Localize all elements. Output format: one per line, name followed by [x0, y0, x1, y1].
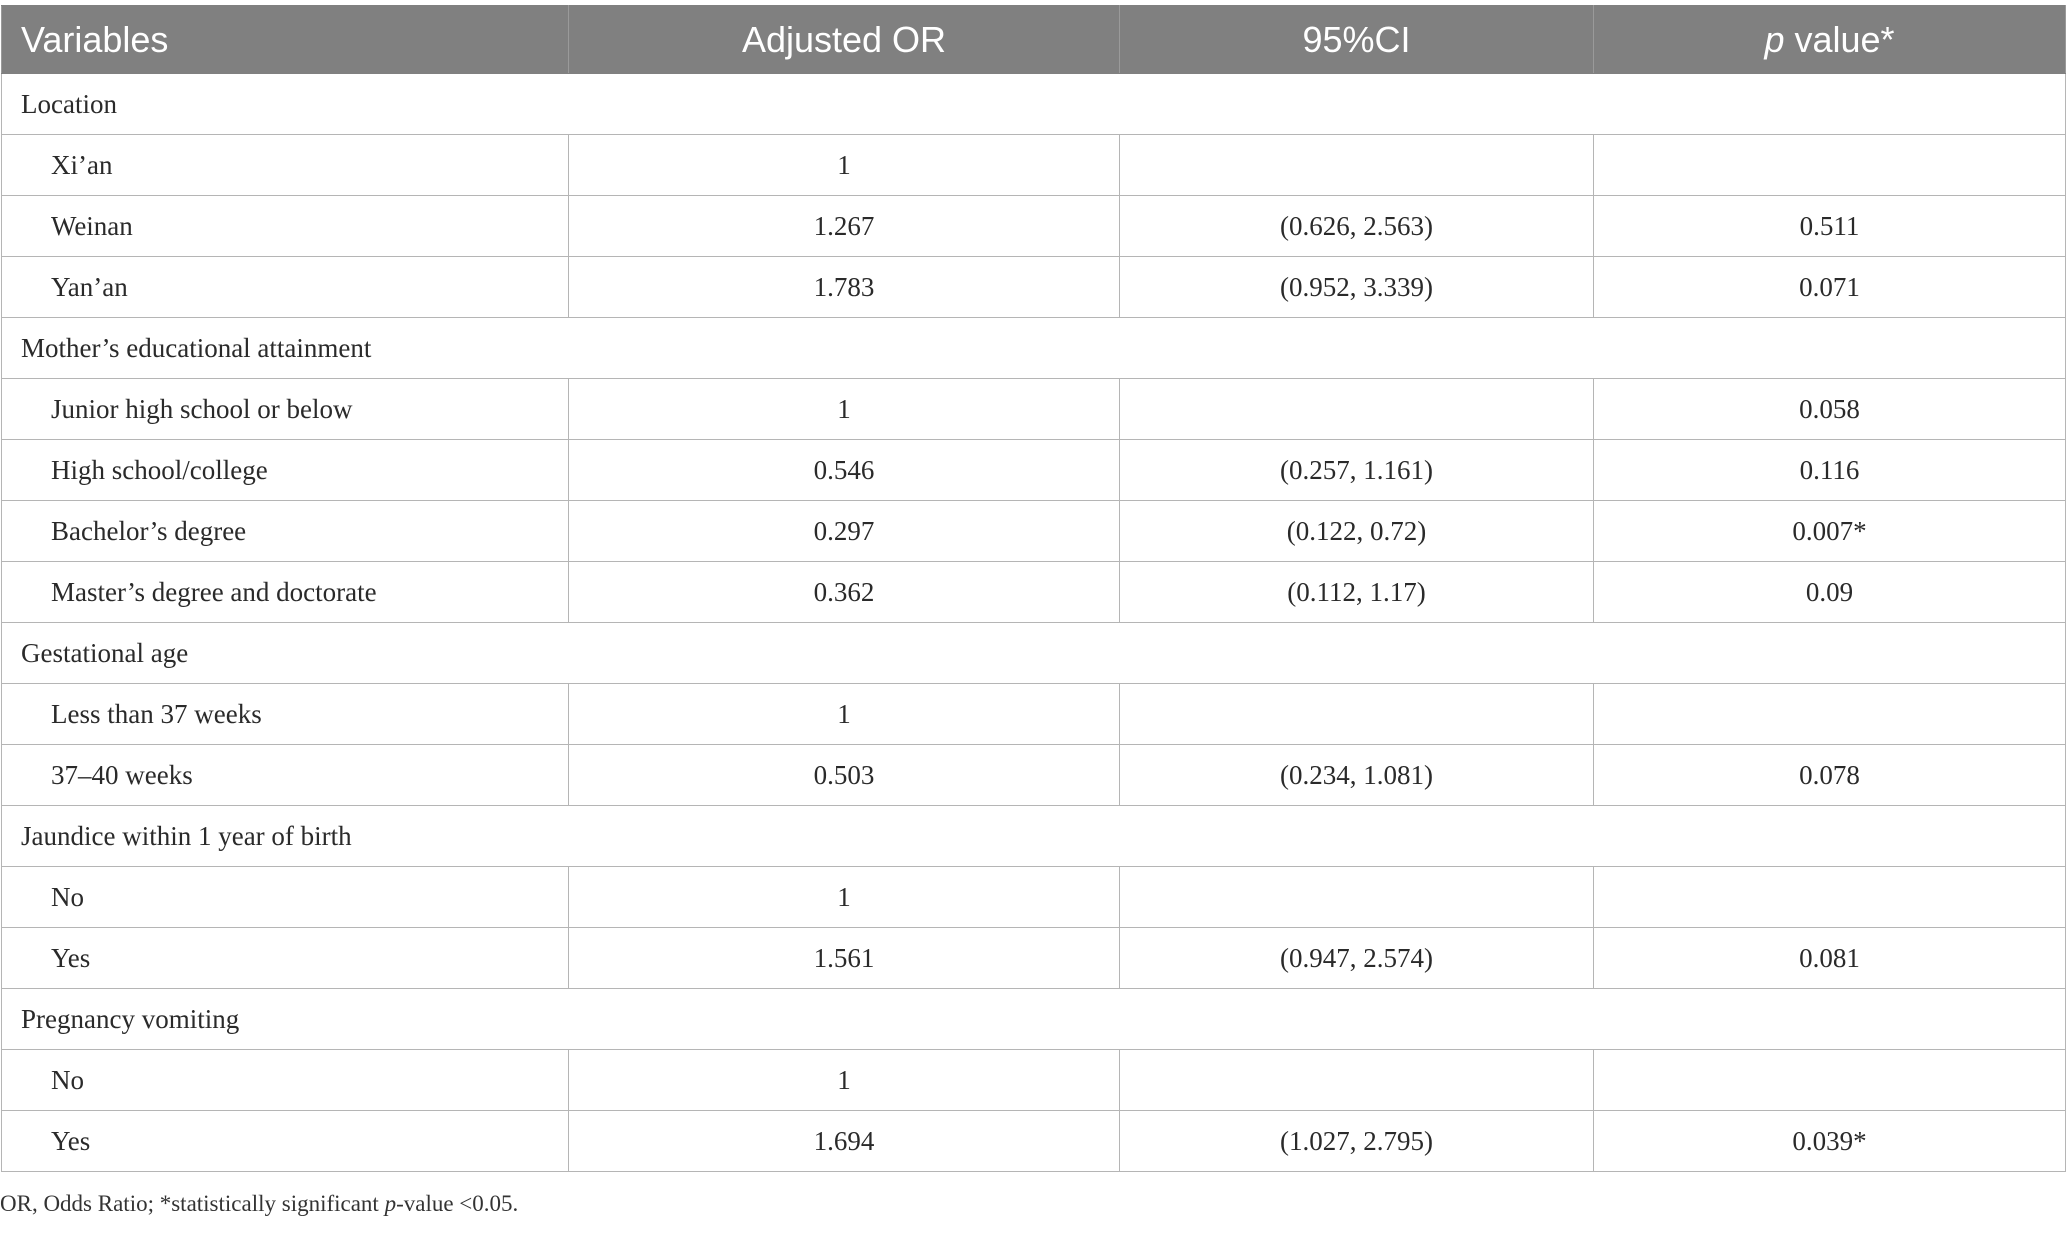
footnote-part1: OR, Odds Ratio; *statistically significant	[0, 1191, 385, 1216]
row-label: Yan’an	[2, 257, 569, 318]
results-table	[1, 5, 2066, 1172]
ci-cell	[1120, 1050, 1594, 1111]
row-label: Bachelor’s degree	[2, 501, 569, 562]
ci-cell: (1.027, 2.795)	[1120, 1111, 1594, 1172]
table-header	[2, 6, 2066, 74]
row-label: Junior high school or below	[2, 379, 569, 440]
group-title: Gestational age	[2, 623, 2066, 684]
ci-cell: (0.122, 0.72)	[1120, 501, 1594, 562]
row-label: Master’s degree and doctorate	[2, 562, 569, 623]
table-row	[2, 135, 2066, 196]
adjusted-or-cell: 1.561	[569, 928, 1120, 989]
ci-cell: (0.626, 2.563)	[1120, 196, 1594, 257]
p-value-cell: 0.007*	[1594, 501, 2066, 562]
footnote	[0, 1191, 518, 1217]
adjusted-or-cell: 1	[569, 867, 1120, 928]
table-row	[2, 867, 2066, 928]
row-label: No	[2, 1050, 569, 1111]
row-label: 37–40 weeks	[2, 745, 569, 806]
table-row	[2, 1050, 2066, 1111]
adjusted-or-cell: 1	[569, 1050, 1120, 1111]
group-title: Jaundice within 1 year of birth	[2, 806, 2066, 867]
p-value-cell: 0.078	[1594, 745, 2066, 806]
ci-cell: (0.257, 1.161)	[1120, 440, 1594, 501]
table-row	[2, 562, 2066, 623]
ci-cell: (0.112, 1.17)	[1120, 562, 1594, 623]
p-value-cell: 0.116	[1594, 440, 2066, 501]
adjusted-or-cell: 1.694	[569, 1111, 1120, 1172]
p-value-cell	[1594, 1050, 2066, 1111]
p-value-cell: 0.081	[1594, 928, 2066, 989]
ci-cell: (0.952, 3.339)	[1120, 257, 1594, 318]
group-title: Location	[2, 74, 2066, 135]
footnote-part2: -value <0.05.	[396, 1191, 519, 1216]
adjusted-or-cell: 0.546	[569, 440, 1120, 501]
table-row	[2, 684, 2066, 745]
group-header-row	[2, 806, 2066, 867]
row-label: Weinan	[2, 196, 569, 257]
p-value-cell	[1594, 684, 2066, 745]
header-p-italic: p	[1764, 18, 1785, 60]
p-value-cell: 0.039*	[1594, 1111, 2066, 1172]
table-row	[2, 257, 2066, 318]
header-95ci: 95%CI	[1120, 6, 1594, 74]
adjusted-or-cell: 0.362	[569, 562, 1120, 623]
adjusted-or-cell: 0.503	[569, 745, 1120, 806]
table-row	[2, 745, 2066, 806]
adjusted-or-cell: 1	[569, 684, 1120, 745]
adjusted-or-cell: 1.267	[569, 196, 1120, 257]
row-label: Yes	[2, 1111, 569, 1172]
header-row	[2, 6, 2066, 74]
group-header-row	[2, 318, 2066, 379]
header-adjusted-or: Adjusted OR	[569, 6, 1120, 74]
ci-cell	[1120, 867, 1594, 928]
ci-cell	[1120, 684, 1594, 745]
p-value-cell	[1594, 135, 2066, 196]
row-label: Yes	[2, 928, 569, 989]
group-header-row	[2, 989, 2066, 1050]
row-label: No	[2, 867, 569, 928]
ci-cell	[1120, 135, 1594, 196]
adjusted-or-cell: 1.783	[569, 257, 1120, 318]
p-value-cell: 0.058	[1594, 379, 2066, 440]
table-row	[2, 379, 2066, 440]
row-label: Less than 37 weeks	[2, 684, 569, 745]
group-header-row	[2, 74, 2066, 135]
table-row	[2, 928, 2066, 989]
ci-cell	[1120, 379, 1594, 440]
table-row	[2, 501, 2066, 562]
header-p-suffix: value*	[1784, 18, 1895, 60]
table-row	[2, 440, 2066, 501]
adjusted-or-cell: 1	[569, 135, 1120, 196]
footnote-italic-p: p	[384, 1191, 397, 1216]
table-row	[2, 1111, 2066, 1172]
p-value-cell: 0.071	[1594, 257, 2066, 318]
group-title: Pregnancy vomiting	[2, 989, 2066, 1050]
p-value-cell	[1594, 867, 2066, 928]
ci-cell: (0.947, 2.574)	[1120, 928, 1594, 989]
p-value-cell: 0.09	[1594, 562, 2066, 623]
adjusted-or-cell: 1	[569, 379, 1120, 440]
group-title: Mother’s educational attainment	[2, 318, 2066, 379]
row-label: High school/college	[2, 440, 569, 501]
row-label: Xi’an	[2, 135, 569, 196]
p-value-cell: 0.511	[1594, 196, 2066, 257]
header-p-value	[1594, 6, 2066, 74]
adjusted-or-cell: 0.297	[569, 501, 1120, 562]
table-body	[2, 74, 2066, 1172]
header-variables: Variables	[2, 6, 569, 74]
table-row	[2, 196, 2066, 257]
ci-cell: (0.234, 1.081)	[1120, 745, 1594, 806]
group-header-row	[2, 623, 2066, 684]
